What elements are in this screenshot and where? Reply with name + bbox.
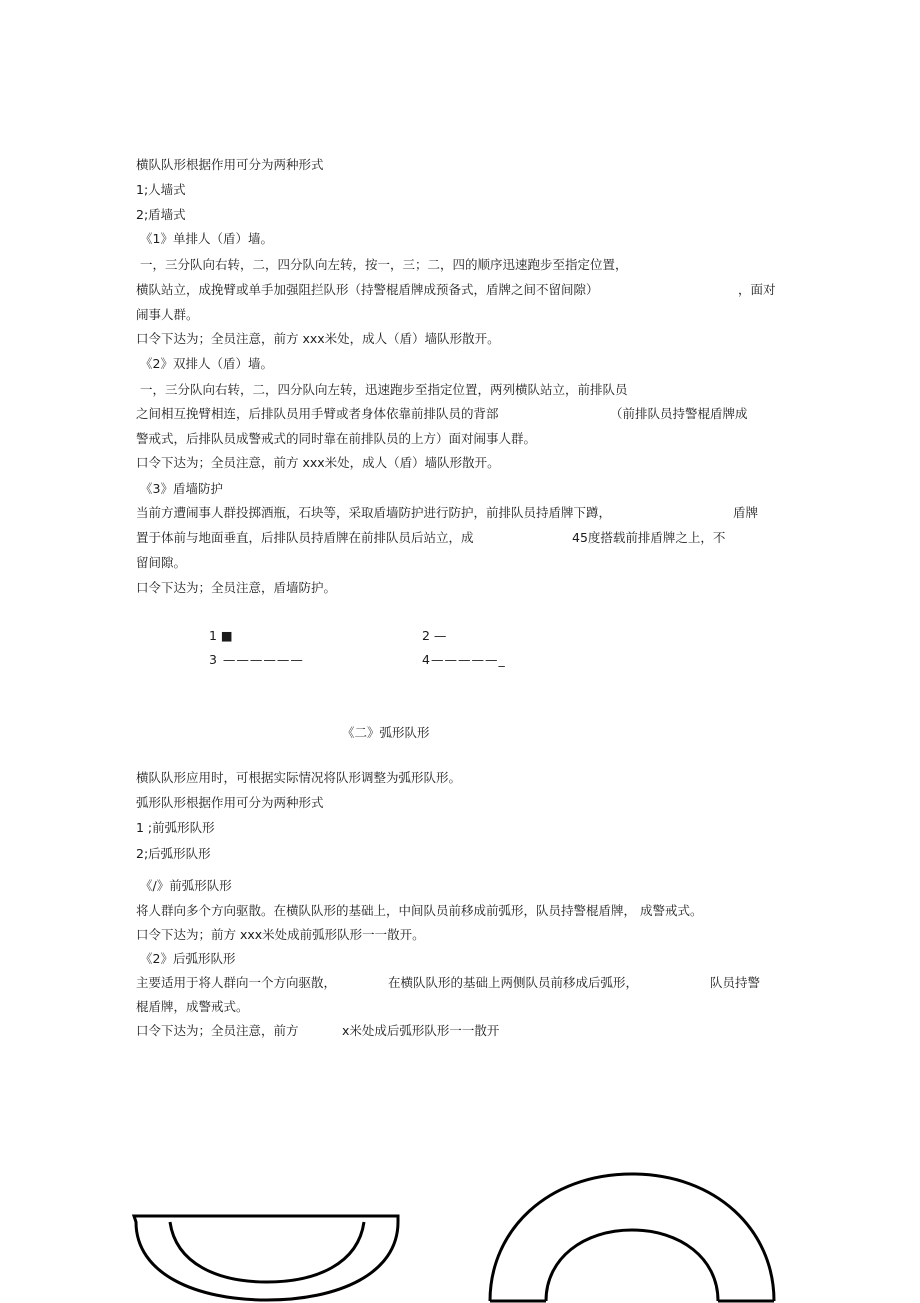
sub3-para-line-1-end: 盾牌 xyxy=(733,505,759,520)
sub2-para-line-2: 之间相互挽臂相连，后排队员用手臂或者身体依靠前排队员的背部 xyxy=(136,406,499,421)
sub1-para-line-2: 横队站立，成挽臂或单手加强阻拦队形（持警棍盾牌成预备式，盾牌之间不留间隙） xyxy=(136,282,599,297)
sub3-para-line-2: 置于体前与地面垂直，后排队员持盾牌在前排队员后站立，成 xyxy=(136,530,474,545)
rear-arc-para-line-1-mid: 在横队队形的基础上两侧队员前移成后弧形， xyxy=(388,975,639,990)
front-arc-title: 《/》前弧形队形 xyxy=(140,878,232,893)
rear-arc-para-line-1: 主要适用于将人群向一个方向驱散， xyxy=(136,975,337,990)
front-arc-shape xyxy=(128,1208,406,1303)
sub2-para-line-1: 一，三分队向右转，二，四分队向左转，迅速跑步至指定位置，两列横队站立，前排队员 xyxy=(140,382,628,397)
type-1-line: 1;人墙式 xyxy=(136,182,186,197)
sub2-para-line-2-end: （前排队员持警棍盾牌成 xyxy=(610,406,748,421)
section2-intro-2: 弧形队形根据作用可分为两种形式 xyxy=(136,795,324,810)
front-arc-para: 将人群向多个方向驱散。在横队队形的基础上，中间队员前移成前弧形，队员持警棍盾牌， 成警戒式。 xyxy=(136,903,703,918)
sub3-command: 口令下达为；全员注意，盾墙防护。 xyxy=(136,580,337,595)
sub1-para-line-3: 闹事人群。 xyxy=(136,307,199,322)
rear-arc-command: 口令下达为；全员注意，前方 xyxy=(136,1023,299,1038)
type-2-line: 2;盾墙式 xyxy=(136,207,186,222)
diagram-label-1: 1 ■ xyxy=(209,628,233,643)
section2-type-2: 2;后弧形队形 xyxy=(136,846,211,861)
sub2-para-line-3: 警戒式，后排队员成警戒式的同时靠在前排队员的上方）面对闹事人群。 xyxy=(136,431,537,446)
sub2-title: 《2》双排人（盾）墙。 xyxy=(140,356,273,371)
rear-arc-command-end: x米处成后弧形队形一一散开 xyxy=(342,1023,500,1038)
front-arc-command: 口令下达为；前方 xxx米处成前弧形队形一一散开。 xyxy=(136,927,425,942)
section2-type-1: 1 ;前弧形队形 xyxy=(136,820,215,835)
rear-arc-para-line-2: 棍盾牌，成警戒式。 xyxy=(136,999,249,1014)
sub1-title: 《1》单排人（盾）墙。 xyxy=(140,231,273,246)
section2-intro-1: 横队队形应用时，可根据实际情况将队形调整为弧形队形。 xyxy=(136,770,462,785)
diagram-label-3: 3 —————— xyxy=(209,652,304,667)
rear-arc-title: 《2》后弧形队形 xyxy=(140,951,236,966)
sub3-title: 《3》盾墙防护 xyxy=(140,481,223,496)
intro-line: 横队队形根据作用可分为两种形式 xyxy=(136,157,324,172)
rear-arc-para-line-1-end: 队员持警 xyxy=(710,975,761,990)
sub1-para-line-1: 一，三分队向右转，二，四分队向左转，按一，三；二，四的顺序迅速跑步至指定位置， xyxy=(140,257,628,272)
sub3-para-line-3: 留间隙。 xyxy=(136,555,187,570)
sub3-para-line-1: 当前方遭闹事人群投掷酒瓶，石块等，采取盾墙防护进行防护，前排队员持盾牌下蹲， xyxy=(136,505,612,520)
rear-arc-shape xyxy=(486,1168,778,1303)
sub2-command: 口令下达为；全员注意，前方 xxx米处，成人（盾）墙队形散开。 xyxy=(136,455,500,470)
section2-heading: 《二》弧形队形 xyxy=(342,725,430,740)
sub1-para-line-2-end: ，面对 xyxy=(738,282,776,297)
diagram-label-4: 4—————_ xyxy=(422,652,506,667)
sub1-command: 口令下达为；全员注意，前方 xxx米处，成人（盾）墙队形散开。 xyxy=(136,331,500,346)
sub3-para-line-2-end: 45度搭载前排盾牌之上，不 xyxy=(572,530,726,545)
diagram-label-2: 2 — xyxy=(422,628,447,643)
